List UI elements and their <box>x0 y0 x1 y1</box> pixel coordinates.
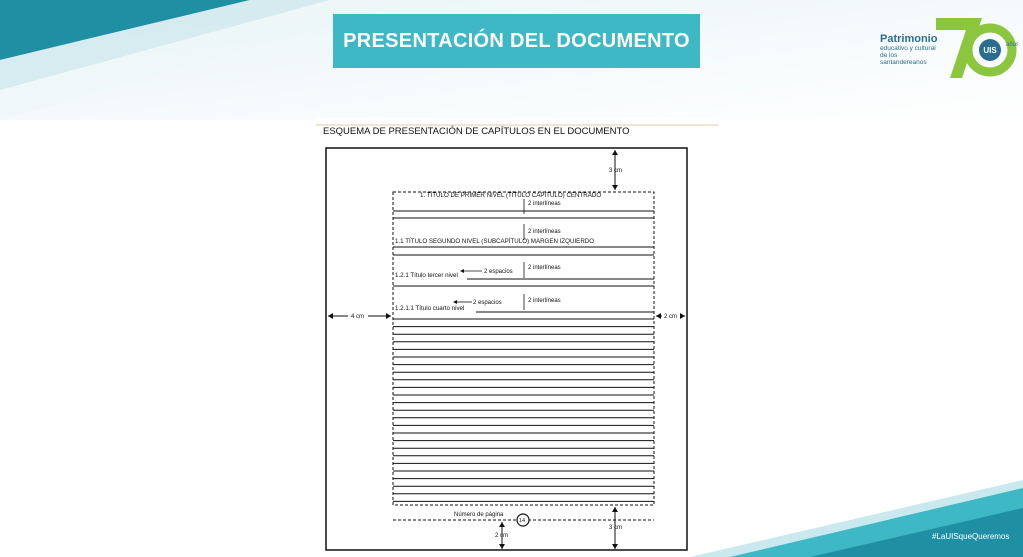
level1-title: 1. TÍTULO DE PRIMER NIVEL (TÍTULO CAPÍTULO) CENTRADO <box>420 192 602 199</box>
bottom-band-decoration <box>690 480 1023 557</box>
spaces-4: 2 espacios <box>473 300 502 306</box>
logo-mark-text: UIS <box>983 46 997 55</box>
interlines-2: 2 interlíneas <box>528 229 561 235</box>
hashtag: #LaUISqueQueremos <box>932 532 1010 541</box>
logo-line2: educativo y cultural de los santandereanos <box>880 45 936 66</box>
scheme-title: ESQUEMA DE PRESENTACIÓN DE CAPÍTULOS EN EL DOCUMENTO <box>323 126 630 137</box>
interlines-4: 2 interlíneas <box>528 298 561 304</box>
label-bottom-margin-right: 3 cm <box>609 525 623 531</box>
page-number: 14 <box>519 518 526 524</box>
logo-line1: Patrimonio <box>880 33 938 45</box>
interlines-3: 2 interlíneas <box>528 265 561 271</box>
label-right-margin: 2 cm <box>664 314 678 320</box>
page-number-label: Número de página <box>454 512 504 518</box>
body-text-lines <box>393 319 654 501</box>
spaces-3: 2 espacios <box>484 269 513 275</box>
interlines-1: 2 interlíneas <box>528 201 561 207</box>
level4-title: 1.2.1.1 Título cuarto nivel <box>395 305 465 312</box>
label-bottom-margin-left: 2 cm <box>495 533 509 539</box>
slide-title: PRESENTACIÓN DEL DOCUMENTO <box>333 14 700 68</box>
label-left-margin: 4 cm <box>351 314 365 320</box>
level3-title: 1.2.1 Título tercer nivel <box>395 272 458 279</box>
level2-title: 1.1 TÍTULO SEGUNDO NIVEL (SUBCAPÍTULO) MARGEN IZQUIERDO <box>395 238 595 245</box>
logo-years-text: años <box>1006 42 1018 48</box>
label-top-margin: 3 cm <box>609 168 623 174</box>
